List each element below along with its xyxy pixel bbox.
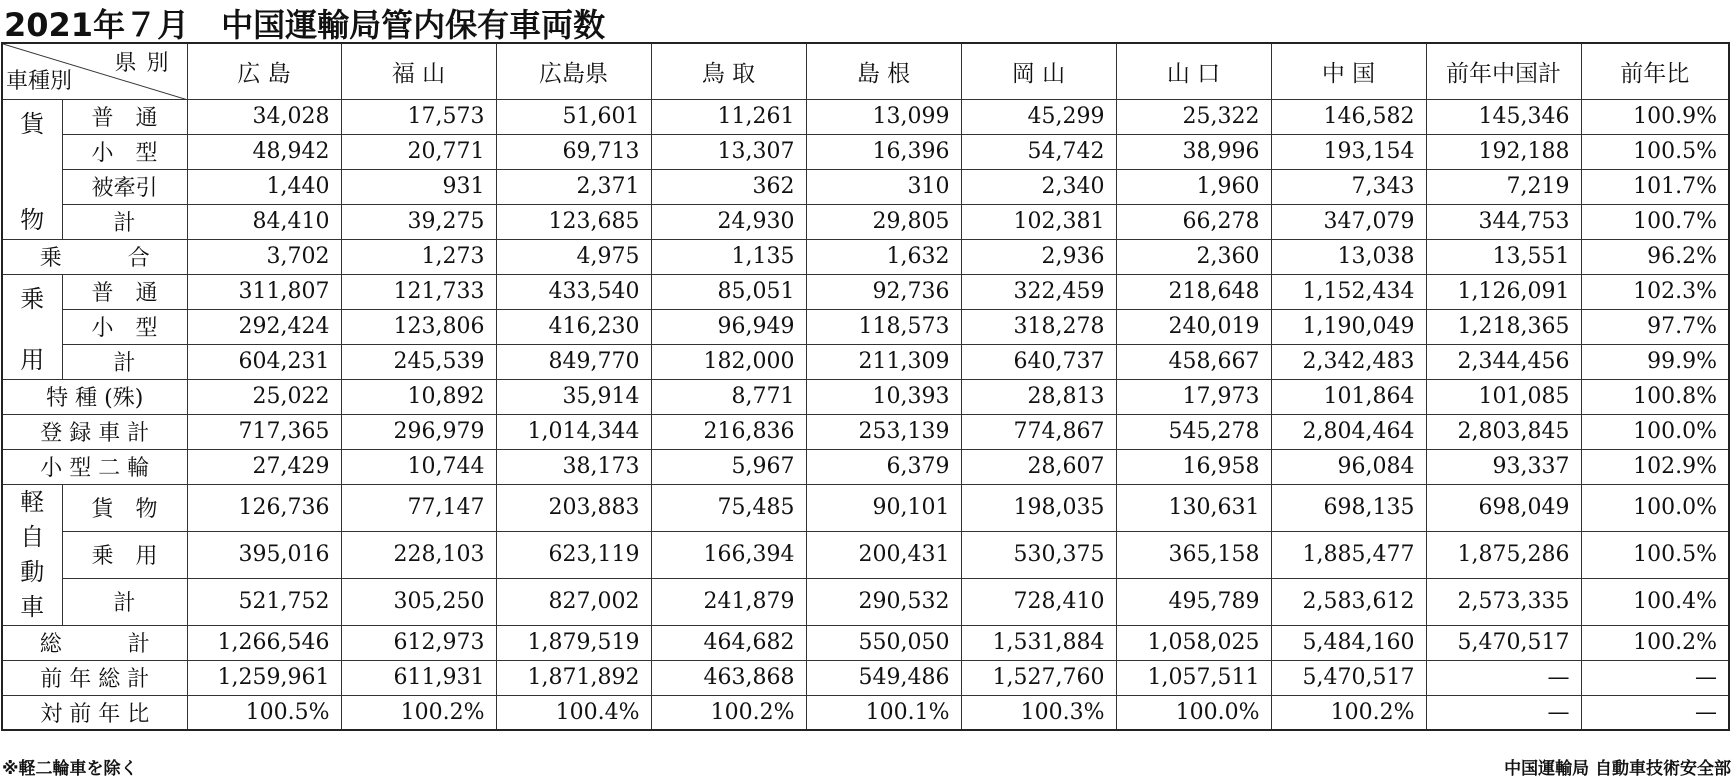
value-cell: 96.2%: [1581, 239, 1729, 274]
row-label: 普 通: [62, 274, 187, 309]
table-row-yoy-ratio: [2, 695, 1729, 730]
group-label-top: 貨: [20, 109, 45, 138]
column-header: 岡 山: [961, 43, 1116, 99]
value-cell: 211,309: [806, 344, 961, 379]
value-cell: 2,804,464: [1271, 414, 1426, 449]
value-cell: 97.7%: [1581, 309, 1729, 344]
value-cell: 38,173: [496, 449, 651, 484]
value-cell: 100.5%: [1581, 531, 1729, 578]
row-label: 小 型: [62, 309, 187, 344]
value-cell: 640,737: [961, 344, 1116, 379]
row-label: 登 録 車 計: [2, 414, 187, 449]
value-cell: 2,803,845: [1426, 414, 1581, 449]
value-cell: 123,685: [496, 204, 651, 239]
value-cell: 54,742: [961, 134, 1116, 169]
value-cell: 8,771: [651, 379, 806, 414]
value-cell: 1,273: [341, 239, 496, 274]
value-cell: 6,379: [806, 449, 961, 484]
value-cell: 100.2%: [1271, 695, 1426, 730]
value-cell: 311,807: [187, 274, 341, 309]
group-label-char: 車: [20, 592, 45, 621]
value-cell: 90,101: [806, 484, 961, 531]
row-label: 計: [62, 578, 187, 625]
value-cell: 1,871,892: [496, 660, 651, 695]
value-cell: 1,057,511: [1116, 660, 1271, 695]
value-cell: 1,531,884: [961, 625, 1116, 660]
value-cell: 192,188: [1426, 134, 1581, 169]
table-row-freight-towed: [2, 169, 1729, 204]
value-cell: 1,218,365: [1426, 309, 1581, 344]
value-cell: 100.2%: [651, 695, 806, 730]
table-row-kei-total: [2, 578, 1729, 625]
group-label-bottom: 物: [20, 205, 45, 234]
value-cell: 121,733: [341, 274, 496, 309]
value-cell: 100.3%: [961, 695, 1116, 730]
value-cell: 347,079: [1271, 204, 1426, 239]
value-cell: 145,346: [1426, 99, 1581, 134]
column-header: 広島県: [496, 43, 651, 99]
value-cell: 102,381: [961, 204, 1116, 239]
value-cell: —: [1581, 660, 1729, 695]
value-cell: 2,583,612: [1271, 578, 1426, 625]
value-cell: 1,879,519: [496, 625, 651, 660]
value-cell: 1,135: [651, 239, 806, 274]
value-cell: 34,028: [187, 99, 341, 134]
value-cell: 7,219: [1426, 169, 1581, 204]
value-cell: 1,126,091: [1426, 274, 1581, 309]
column-header: 島 根: [806, 43, 961, 99]
value-cell: 100.8%: [1581, 379, 1729, 414]
group-label-bottom: 用: [20, 345, 45, 374]
row-label: 貨 物: [62, 484, 187, 531]
value-cell: 728,410: [961, 578, 1116, 625]
value-cell: 25,322: [1116, 99, 1271, 134]
value-cell: 16,396: [806, 134, 961, 169]
table-row-bus: [2, 239, 1729, 274]
value-cell: 48,942: [187, 134, 341, 169]
value-cell: 28,607: [961, 449, 1116, 484]
value-cell: 1,266,546: [187, 625, 341, 660]
value-cell: 362: [651, 169, 806, 204]
column-header: 山 口: [1116, 43, 1271, 99]
value-cell: 698,135: [1271, 484, 1426, 531]
row-label: 計: [62, 344, 187, 379]
value-cell: 253,139: [806, 414, 961, 449]
value-cell: 604,231: [187, 344, 341, 379]
value-cell: 101.7%: [1581, 169, 1729, 204]
value-cell: 5,470,517: [1426, 625, 1581, 660]
value-cell: 290,532: [806, 578, 961, 625]
group-label-top: 乗: [20, 284, 45, 313]
value-cell: 13,099: [806, 99, 961, 134]
value-cell: 365,158: [1116, 531, 1271, 578]
value-cell: 530,375: [961, 531, 1116, 578]
value-cell: 774,867: [961, 414, 1116, 449]
value-cell: 545,278: [1116, 414, 1271, 449]
value-cell: 2,340: [961, 169, 1116, 204]
group-label-kei: [2, 484, 62, 625]
value-cell: 1,885,477: [1271, 531, 1426, 578]
header-row: [2, 43, 1729, 99]
value-cell: 5,967: [651, 449, 806, 484]
value-cell: 931: [341, 169, 496, 204]
value-cell: 11,261: [651, 99, 806, 134]
group-label-char: 動: [20, 557, 45, 586]
group-label-freight: [2, 99, 62, 239]
value-cell: 17,973: [1116, 379, 1271, 414]
table-row-grand-total: [2, 625, 1729, 660]
value-cell: 100.5%: [187, 695, 341, 730]
column-header: 前年比: [1581, 43, 1729, 99]
value-cell: 5,470,517: [1271, 660, 1426, 695]
value-cell: 2,360: [1116, 239, 1271, 274]
row-label: 総 計: [2, 625, 187, 660]
value-cell: 1,875,286: [1426, 531, 1581, 578]
value-cell: 292,424: [187, 309, 341, 344]
value-cell: 166,394: [651, 531, 806, 578]
group-label-passenger: [2, 274, 62, 379]
table-row-kei-passenger: [2, 531, 1729, 578]
table-row-special: [2, 379, 1729, 414]
value-cell: 5,484,160: [1271, 625, 1426, 660]
table-row-passenger-total: [2, 344, 1729, 379]
group-label-char: 自: [20, 522, 45, 551]
value-cell: 101,864: [1271, 379, 1426, 414]
value-cell: 3,702: [187, 239, 341, 274]
row-label: 計: [62, 204, 187, 239]
value-cell: 28,813: [961, 379, 1116, 414]
value-cell: 96,084: [1271, 449, 1426, 484]
value-cell: 200,431: [806, 531, 961, 578]
value-cell: 245,539: [341, 344, 496, 379]
value-cell: 4,975: [496, 239, 651, 274]
table-row-passenger-small: [2, 309, 1729, 344]
value-cell: 100.1%: [806, 695, 961, 730]
value-cell: 51,601: [496, 99, 651, 134]
value-cell: 318,278: [961, 309, 1116, 344]
row-label: 小 型 二 輪: [2, 449, 187, 484]
value-cell: 130,631: [1116, 484, 1271, 531]
value-cell: 2,573,335: [1426, 578, 1581, 625]
table-row-freight-total: [2, 204, 1729, 239]
value-cell: 193,154: [1271, 134, 1426, 169]
value-cell: 100.9%: [1581, 99, 1729, 134]
value-cell: 2,344,456: [1426, 344, 1581, 379]
value-cell: 433,540: [496, 274, 651, 309]
value-cell: 2,371: [496, 169, 651, 204]
row-label: 対 前 年 比: [2, 695, 187, 730]
value-cell: 549,486: [806, 660, 961, 695]
value-cell: 13,307: [651, 134, 806, 169]
table-row-passenger-normal: [2, 274, 1729, 309]
value-cell: 1,014,344: [496, 414, 651, 449]
value-cell: 182,000: [651, 344, 806, 379]
row-label: 前 年 総 計: [2, 660, 187, 695]
value-cell: 310: [806, 169, 961, 204]
table-row-freight-normal: [2, 99, 1729, 134]
value-cell: 100.5%: [1581, 134, 1729, 169]
value-cell: 100.0%: [1116, 695, 1271, 730]
value-cell: 100.0%: [1581, 484, 1729, 531]
value-cell: 13,038: [1271, 239, 1426, 274]
value-cell: 416,230: [496, 309, 651, 344]
value-cell: 1,527,760: [961, 660, 1116, 695]
value-cell: 45,299: [961, 99, 1116, 134]
value-cell: 305,250: [341, 578, 496, 625]
value-cell: 84,410: [187, 204, 341, 239]
column-header: 広 島: [187, 43, 341, 99]
value-cell: 2,936: [961, 239, 1116, 274]
column-header: 中 国: [1271, 43, 1426, 99]
value-cell: 25,022: [187, 379, 341, 414]
value-cell: 495,789: [1116, 578, 1271, 625]
value-cell: 75,485: [651, 484, 806, 531]
column-header: 前年中国計: [1426, 43, 1581, 99]
row-label: 被牽引: [62, 169, 187, 204]
value-cell: 395,016: [187, 531, 341, 578]
column-header: 鳥 取: [651, 43, 806, 99]
column-header: 福 山: [341, 43, 496, 99]
value-cell: 96,949: [651, 309, 806, 344]
value-cell: 123,806: [341, 309, 496, 344]
table-row-small-two-wheel: [2, 449, 1729, 484]
value-cell: 27,429: [187, 449, 341, 484]
value-cell: 146,582: [1271, 99, 1426, 134]
value-cell: 322,459: [961, 274, 1116, 309]
value-cell: 24,930: [651, 204, 806, 239]
value-cell: 39,275: [341, 204, 496, 239]
row-label: 特 種 (殊): [2, 379, 187, 414]
value-cell: —: [1581, 695, 1729, 730]
value-cell: 198,035: [961, 484, 1116, 531]
value-cell: 203,883: [496, 484, 651, 531]
row-label: 乗 合: [2, 239, 187, 274]
value-cell: 458,667: [1116, 344, 1271, 379]
table-row-kei-freight: [2, 484, 1729, 531]
value-cell: 1,632: [806, 239, 961, 274]
value-cell: 17,573: [341, 99, 496, 134]
source-credit: 中国運輸局 自動車技術安全部: [1504, 759, 1731, 779]
value-cell: 126,736: [187, 484, 341, 531]
page-title: 2021年７月 中国運輸局管内保有車両数: [4, 6, 606, 44]
value-cell: 100.7%: [1581, 204, 1729, 239]
table-row-registered-total: [2, 414, 1729, 449]
value-cell: 240,019: [1116, 309, 1271, 344]
value-cell: 7,343: [1271, 169, 1426, 204]
value-cell: 102.3%: [1581, 274, 1729, 309]
value-cell: 1,440: [187, 169, 341, 204]
vehicle-count-table: [1, 42, 1730, 731]
value-cell: 16,958: [1116, 449, 1271, 484]
value-cell: 2,342,483: [1271, 344, 1426, 379]
value-cell: 464,682: [651, 625, 806, 660]
value-cell: 1,960: [1116, 169, 1271, 204]
corner-header: [2, 43, 187, 99]
value-cell: 463,868: [651, 660, 806, 695]
value-cell: 20,771: [341, 134, 496, 169]
value-cell: —: [1426, 660, 1581, 695]
group-label-stack: [3, 485, 62, 625]
row-label: 普 通: [62, 99, 187, 134]
value-cell: 611,931: [341, 660, 496, 695]
value-cell: 13,551: [1426, 239, 1581, 274]
value-cell: 218,648: [1116, 274, 1271, 309]
table-row-freight-small: [2, 134, 1729, 169]
value-cell: 77,147: [341, 484, 496, 531]
value-cell: 10,393: [806, 379, 961, 414]
value-cell: 66,278: [1116, 204, 1271, 239]
corner-label-vehicle-type: 車種別: [6, 68, 73, 94]
value-cell: 1,152,434: [1271, 274, 1426, 309]
value-cell: 344,753: [1426, 204, 1581, 239]
value-cell: 118,573: [806, 309, 961, 344]
value-cell: 849,770: [496, 344, 651, 379]
value-cell: 10,744: [341, 449, 496, 484]
value-cell: 216,836: [651, 414, 806, 449]
value-cell: 241,879: [651, 578, 806, 625]
value-cell: 29,805: [806, 204, 961, 239]
value-cell: 550,050: [806, 625, 961, 660]
value-cell: 612,973: [341, 625, 496, 660]
value-cell: 717,365: [187, 414, 341, 449]
value-cell: 100.4%: [1581, 578, 1729, 625]
value-cell: 623,119: [496, 531, 651, 578]
value-cell: 38,996: [1116, 134, 1271, 169]
value-cell: 1,058,025: [1116, 625, 1271, 660]
value-cell: 228,103: [341, 531, 496, 578]
value-cell: 100.2%: [341, 695, 496, 730]
value-cell: 521,752: [187, 578, 341, 625]
value-cell: 102.9%: [1581, 449, 1729, 484]
row-label: 小 型: [62, 134, 187, 169]
value-cell: —: [1426, 695, 1581, 730]
value-cell: 100.2%: [1581, 625, 1729, 660]
value-cell: 100.0%: [1581, 414, 1729, 449]
value-cell: 296,979: [341, 414, 496, 449]
value-cell: 92,736: [806, 274, 961, 309]
value-cell: 698,049: [1426, 484, 1581, 531]
value-cell: 100.4%: [496, 695, 651, 730]
value-cell: 69,713: [496, 134, 651, 169]
group-label-char: 軽: [20, 487, 45, 516]
value-cell: 1,190,049: [1271, 309, 1426, 344]
corner-label-prefecture: 県別: [114, 51, 179, 76]
value-cell: 1,259,961: [187, 660, 341, 695]
value-cell: 99.9%: [1581, 344, 1729, 379]
value-cell: 827,002: [496, 578, 651, 625]
value-cell: 85,051: [651, 274, 806, 309]
table-row-prev-total: [2, 660, 1729, 695]
value-cell: 10,892: [341, 379, 496, 414]
value-cell: 101,085: [1426, 379, 1581, 414]
footnote: ※軽二輪車を除く: [2, 759, 138, 779]
value-cell: 93,337: [1426, 449, 1581, 484]
row-label: 乗 用: [62, 531, 187, 578]
value-cell: 35,914: [496, 379, 651, 414]
